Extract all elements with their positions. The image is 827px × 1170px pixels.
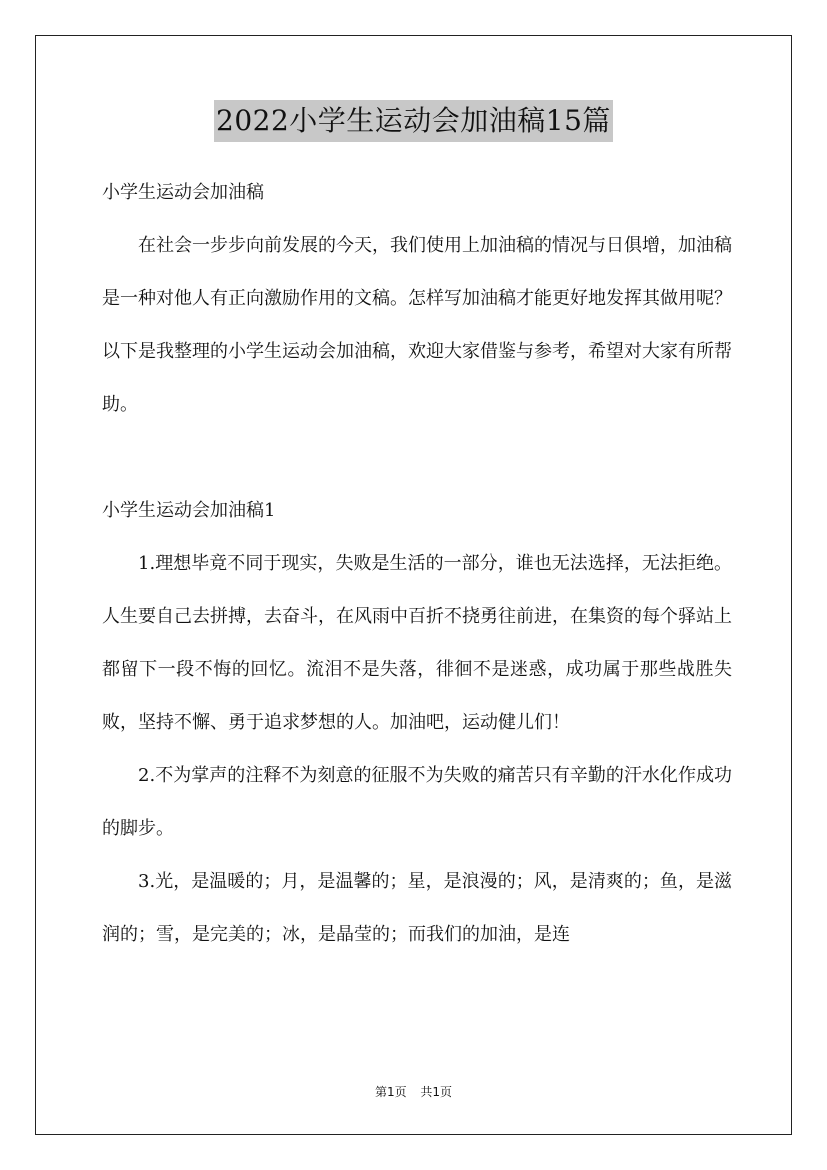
list-item-1: 1.理想毕竟不同于现实，失败是生活的一部分，谁也无法选择，无法拒绝。人生要自己去拼搏，去奋斗，在风雨中百折不挠勇往前进，在集资的每个驿站上都留下一段不悔的回忆。流泪不是失落，徘徊不是迷惑，成功属于那些战胜失败，坚持不懈、勇于追求梦想的人。加油吧，运动健儿们！ xyxy=(102,553,732,733)
title-container xyxy=(0,100,827,142)
document-title: 2022小学生运动会加油稿15篇 xyxy=(214,100,613,142)
section-heading-1: 小学生运动会加油稿1 xyxy=(102,500,276,521)
list-item-2: 2.不为掌声的注释不为刻意的征服不为失败的痛苦只有辛勤的汗水化作成功的脚步。 xyxy=(102,765,732,839)
page-total: 共1页 xyxy=(420,1085,453,1099)
section-heading-intro: 小学生运动会加油稿 xyxy=(102,182,264,203)
page-number: 第1页 xyxy=(374,1085,407,1099)
list-item-3: 3.光，是温暖的；月，是温馨的；星，是浪漫的；风，是清爽的；鱼，是滋润的；雪，是完美的；冰，是晶莹的；而我们的加油，是连 xyxy=(102,871,732,945)
document-body xyxy=(102,166,732,961)
blank-line xyxy=(102,431,732,484)
page-footer xyxy=(0,1083,827,1100)
intro-paragraph: 在社会一步步向前发展的今天，我们使用上加油稿的情况与日俱增，加油稿是一种对他人有正向激励作用的文稿。怎样写加油稿才能更好地发挥其做用呢？以下是我整理的小学生运动会加油稿，欢迎大家借鉴与参考，希望对大家有所帮助。 xyxy=(102,235,732,415)
